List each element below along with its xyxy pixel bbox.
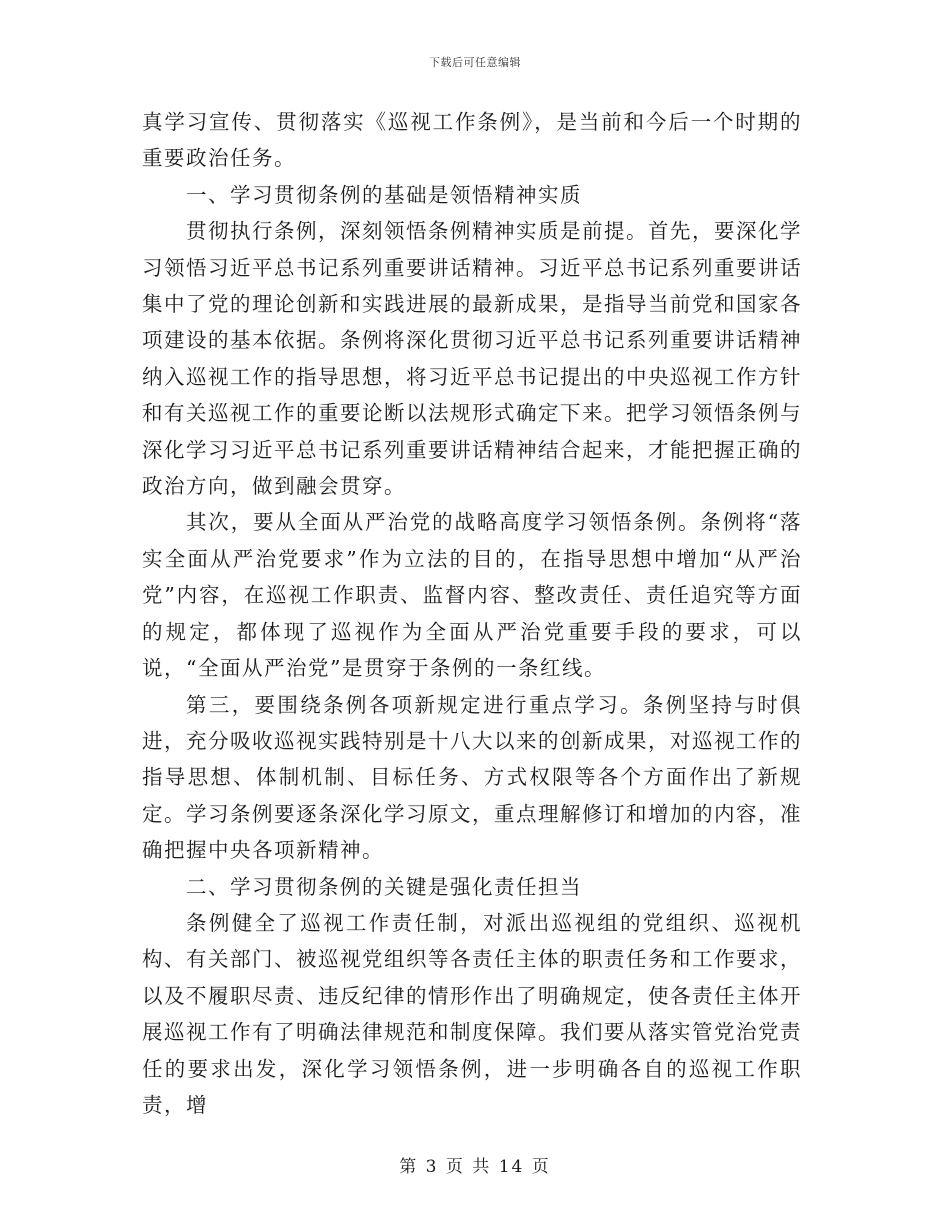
paragraph-2: 贯彻执行条例，深刻领悟条例精神实质是前提。首先，要深化学习领悟习近平总书记系列重要讲话精神。习近平总书记系列重要讲话集中了党的理论创新和实践进展的最新成果，是指导当前党和国家各项建设的基本依据。条例将深化贯彻习近平总书记系列重要讲话精神纳入巡视工作的指导思想，将习近平总书记提出的中央巡视工作方针和有关巡视工作的重要论断以法规形式确定下来。把学习领悟条例与深化学习习近平总书记系列重要讲话精神结合起来，才能把握正确的政治方向，做到融会贯穿。 [142,219,802,499]
paragraph-1: 真学习宣传、贯彻落实《巡视工作条例》，是当前和今后一个时期的重要政治任务。 [142,110,802,171]
header-note: 下载后可任意编辑 [429,56,521,69]
section-heading-1: 一、学习贯彻条例的基础是领悟精神实质 [186,182,582,207]
paragraph-4: 第三，要围绕条例各项新规定进行重点学习。条例坚持与时俱进，充分吸收巡视实践特别是十八大以来的创新成果，对巡视工作的指导思想、体制机制、目标任务、方式权限等各个方面作出了新规定。学习条例要逐条深化学习原文，重点理解修订和增加的内容，准确把握中央各项新精神。 [142,692,802,863]
paragraph-3: 其次，要从全面从严治党的战略高度学习领悟条例。条例将“落实全面从严治党要求”作为立法的目的，在指导思想中增加“从严治党”内容，在巡视工作职责、监督内容、整改责任、责任追究等方面的规定，都体现了巡视作为全面从严治党重要手段的要求，可以说，“全面从严治党”是贯穿于条例的一条红线。 [142,510,802,681]
paragraph-5: 条例健全了巡视工作责任制，对派出巡视组的党组织、巡视机构、有关部门、被巡视党组织等各责任主体的职责任务和工作要求，以及不履职尽责、违反纪律的情形作出了明确规定，使各责任主体开展巡视工作有了明确法律规范和制度保障。我们要从落实管党治党责任的要求出发，深化学习领悟条例，进一步明确各自的巡视工作职责，增 [142,910,802,1117]
section-heading-2: 二、学习贯彻条例的关键是强化责任担当 [186,874,582,899]
document-body [142,104,802,1123]
page-number-footer: 第 3 页 共 14 页 [399,1157,551,1177]
